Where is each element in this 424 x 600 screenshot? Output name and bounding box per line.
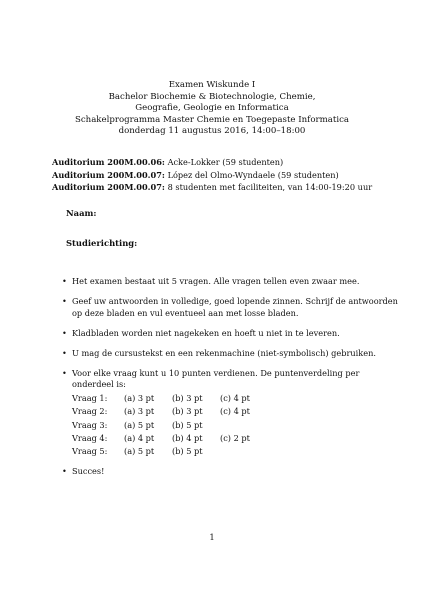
bullet-icon: • xyxy=(62,296,67,307)
instruction-text: Het examen bestaat uit 5 vragen. Alle vragen tellen even zwaar mee. xyxy=(72,276,360,286)
question-label: Vraag 1: xyxy=(72,392,108,403)
list-item xyxy=(62,348,402,360)
list-item xyxy=(62,276,402,288)
list-item xyxy=(62,466,402,478)
question-label: Vraag 4: xyxy=(72,433,108,444)
instruction-text: U mag de cursustekst en een rekenmachine (niet-symbolisch) gebruiken. xyxy=(72,347,376,358)
study-label: Studierichting: xyxy=(66,238,138,248)
bullet-icon: • xyxy=(62,327,67,338)
auditorium-line xyxy=(52,169,402,182)
instruction-text: Kladbladen worden niet nagekeken en hoeft u niet in te leveren. xyxy=(72,327,340,338)
instruction-text: Succes! xyxy=(72,465,105,476)
instructions-list xyxy=(62,276,402,486)
exam-header xyxy=(0,80,424,138)
part-b-points: (b) 4 pt xyxy=(172,433,203,444)
part-b-points: (b) 3 pt xyxy=(172,406,203,417)
bullet-icon: • xyxy=(62,347,67,358)
auditoria-list xyxy=(52,156,402,194)
table-row xyxy=(72,406,268,419)
instruction-text: Voor elke vraag kunt u 10 punten verdienen. De puntenverdeling per onderdeel is: xyxy=(72,367,360,390)
auditorium-room: Auditorium 200M.00.07: xyxy=(52,182,165,193)
bullet-icon: • xyxy=(62,465,67,476)
part-a-points: (a) 5 pt xyxy=(124,419,155,430)
bullet-icon: • xyxy=(62,276,67,286)
part-c-points: (c) 4 pt xyxy=(220,392,250,403)
auditorium-room: Auditorium 200M.00.07: xyxy=(52,169,165,180)
auditorium-text: 8 studenten met faciliteiten, van 14:00-19:20 uur xyxy=(167,182,373,193)
table-row xyxy=(72,420,268,433)
part-a-points: (a) 4 pt xyxy=(124,433,155,444)
auditorium-text: Acke-Lokker (59 studenten) xyxy=(167,157,284,167)
list-item xyxy=(62,328,402,340)
part-c-points xyxy=(220,446,268,459)
list-item xyxy=(62,296,402,319)
part-a-points: (a) 3 pt xyxy=(124,406,155,417)
auditorium-text: López del Olmo-Wyndaele (59 studenten) xyxy=(167,169,339,180)
bullet-icon: • xyxy=(62,367,67,378)
part-b-points: (b) 3 pt xyxy=(172,392,203,403)
exam-date: donderdag 11 augustus 2016, 14:00–18:00 xyxy=(118,126,306,137)
auditorium-line xyxy=(52,181,402,194)
exam-title: Examen Wiskunde I xyxy=(168,80,256,90)
programs-line-3: Schakelprogramma Master Chemie en Toegepaste Informatica xyxy=(74,114,350,125)
points-table xyxy=(72,393,268,460)
programs-line-2: Geografie, Geologie en Informatica xyxy=(135,103,289,114)
question-label: Vraag 3: xyxy=(72,419,108,430)
auditorium-room: Auditorium 200M.00.06: xyxy=(52,157,165,167)
auditorium-line xyxy=(52,156,402,169)
part-a-points: (a) 5 pt xyxy=(124,446,155,457)
name-label: Naam: xyxy=(66,208,97,218)
part-a-points: (a) 3 pt xyxy=(124,392,155,403)
part-b-points: (b) 5 pt xyxy=(172,446,203,457)
table-row xyxy=(72,446,268,459)
question-label: Vraag 2: xyxy=(72,406,108,417)
table-row xyxy=(72,393,268,406)
part-b-points: (b) 5 pt xyxy=(172,419,203,430)
part-c-points xyxy=(220,420,268,433)
part-c-points: (c) 4 pt xyxy=(220,406,250,417)
list-item xyxy=(62,368,402,460)
part-c-points: (c) 2 pt xyxy=(220,433,250,444)
instruction-text: Geef uw antwoorden in volledige, goed lopende zinnen. Schrijf de antwoorden op deze bladen en vul eventueel aan met losse bladen. xyxy=(72,296,398,318)
page-number: 1 xyxy=(209,532,215,542)
table-row xyxy=(72,433,268,446)
question-label: Vraag 5: xyxy=(72,446,108,457)
programs-line-1: Bachelor Biochemie & Biotechnologie, Chemie, xyxy=(108,91,316,102)
